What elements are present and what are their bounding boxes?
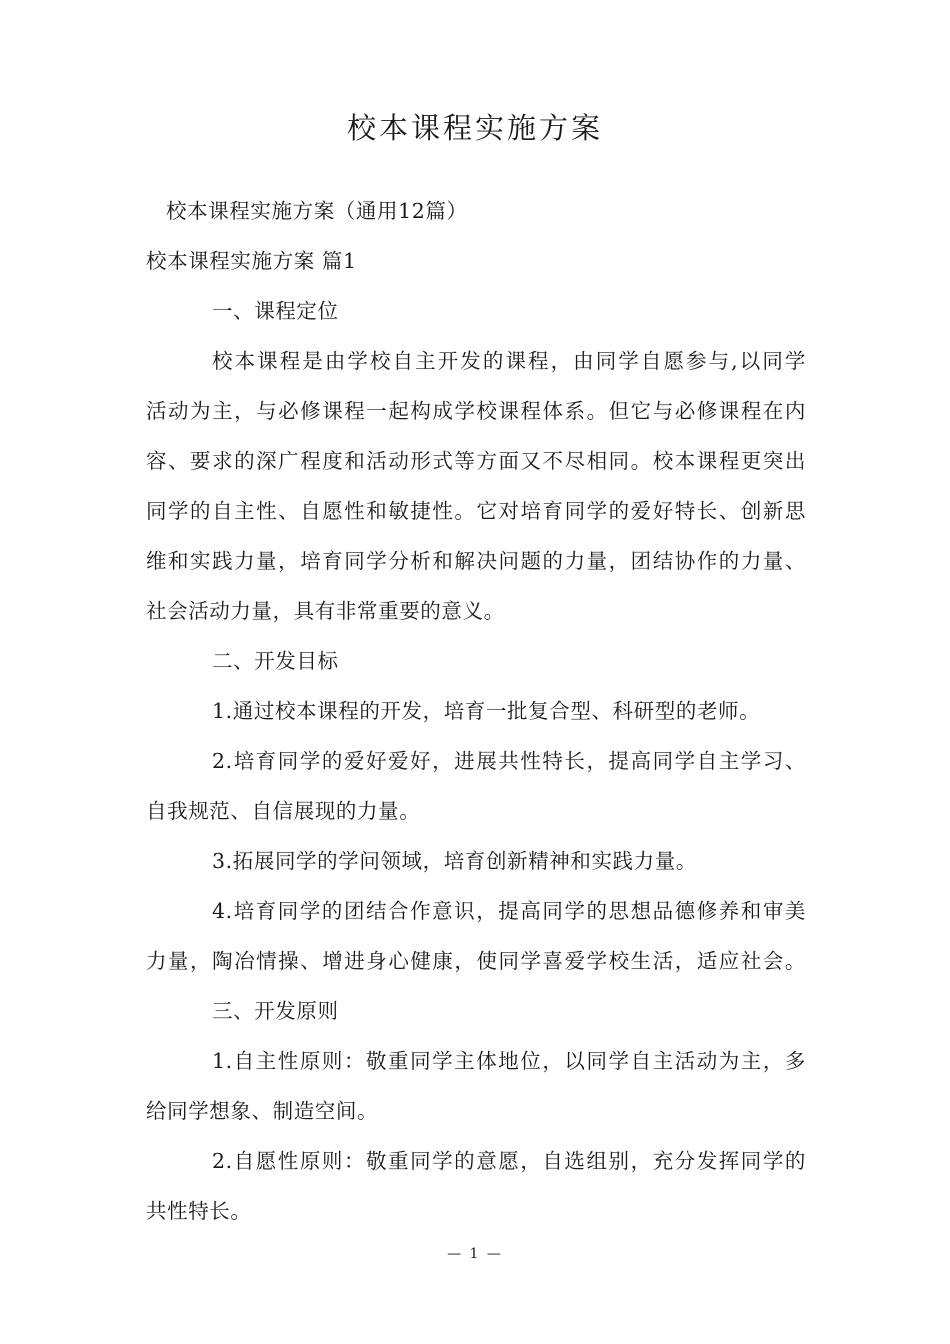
list-item-continuation: 共性特长。: [146, 1199, 252, 1223]
page-number: — 1 —: [447, 1246, 503, 1262]
paragraph-line: 活动为主，与必修课程一起构成学校课程体系。但它与必修课程在内: [146, 399, 806, 423]
section-heading-3: 三、开发原则: [212, 999, 339, 1023]
list-item: 1.通过校本课程的开发，培育一批复合型、科研型的老师。: [212, 699, 761, 723]
section-heading-2: 二、开发目标: [212, 649, 339, 673]
list-item-continuation: 力量，陶冶情操、增进身心健康，使同学喜爱学校生活，适应社会。: [146, 949, 806, 973]
section-heading-1: 一、课程定位: [212, 299, 339, 323]
list-item: 1.自主性原则：敬重同学主体地位，以同学自主活动为主，多: [212, 1049, 806, 1073]
list-item: 4.培育同学的团结合作意识，提高同学的思想品德修养和审美: [212, 899, 806, 923]
paragraph-line: 容、要求的深广程度和活动形式等方面又不尽相同。校本课程更突出: [146, 449, 806, 473]
document-title: 校本课程实施方案: [346, 111, 603, 145]
paragraph-line: 维和实践力量，培育同学分析和解决问题的力量，团结协作的力量、: [146, 549, 806, 573]
list-item: 3.拓展同学的学问领域，培育创新精神和实践力量。: [212, 849, 697, 873]
paragraph-line: 社会活动力量，具有非常重要的意义。: [146, 599, 505, 623]
list-item: 2.自愿性原则：敬重同学的意愿，自选组别，充分发挥同学的: [212, 1149, 806, 1173]
list-item: 2.培育同学的爱好爱好，进展共性特长，提高同学自主学习、: [212, 749, 806, 773]
list-item-continuation: 给同学想象、制造空间。: [146, 1099, 379, 1123]
list-item-continuation: 自我规范、自信展现的力量。: [146, 799, 421, 823]
paragraph-line: 同学的自主性、自愿性和敏捷性。它对培育同学的爱好特长、创新思: [146, 499, 806, 523]
document-subtitle: 校本课程实施方案（通用12篇）: [166, 199, 468, 223]
part-heading: 校本课程实施方案 篇1: [146, 249, 357, 273]
paragraph-line: 校本课程是由学校自主开发的课程，由同学自愿参与,以同学: [212, 349, 806, 373]
